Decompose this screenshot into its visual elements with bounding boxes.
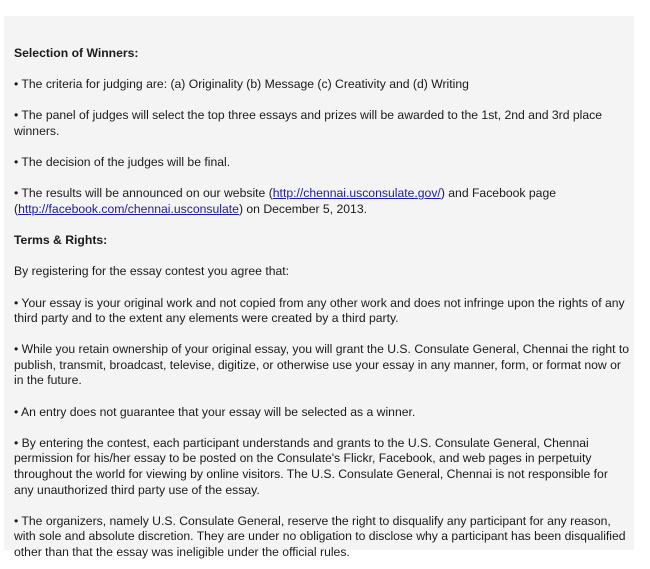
ownership-bullet: • While you retain ownership of your original essay, you will grant the U.S. Consulate General, Chennai the right to publish, transmit, broadcast, televise, digitize, or otherwise use your essay in any manner, form, or format now or in the future.	[14, 342, 630, 388]
results-bullet	[14, 186, 630, 217]
selection-heading: Selection of Winners:	[14, 46, 139, 60]
original-work-bullet: • Your essay is your original work and not copied from any other work and does not infringe upon the rights of any third party and to the extent any elements were created by a third party.	[14, 295, 625, 326]
terms-intro: By registering for the essay contest you agree that:	[14, 264, 290, 279]
no-guarantee-bullet: • An entry does not guarantee that your essay will be selected as a winner.	[14, 404, 416, 419]
permission-bullet: • By entering the contest, each participant understands and grants to the U.S. Consulate General, Chennai permission for his/her essay to be posted on the Consulate's Flickr, Facebook, and web pages in perpetuity throughout the world for viewing by online visitors. The U.S. Consulate General, Chennai is not responsible for any unauthorized third party use of the essay.	[14, 435, 608, 497]
terms-heading: Terms & Rights:	[14, 233, 108, 248]
website-link[interactable]: http://chennai.usconsulate.gov/	[272, 186, 441, 201]
criteria-bullet: • The criteria for judging are: (a) Originality (b) Message (c) Creativity and (d) Writing	[14, 77, 469, 92]
results-text-middle: ) and Facebook page (	[14, 186, 556, 216]
results-text-after: ) on December 5, 2013.	[238, 201, 367, 216]
disqualify-bullet: • The organizers, namely U.S. Consulate General, reserve the right to disqualify any participant for any reason, with sole and absolute discretion. They are under no obligation to disclose why a participant has been disqualified other than that the essay was ineligible under the official rules.	[14, 513, 626, 559]
panel-bullet: • The panel of judges will select the top three essays and prizes will be awarded to the 1st, 2nd and 3rd place winners.	[14, 108, 603, 138]
document-page	[4, 16, 634, 559]
facebook-link[interactable]: http://facebook.com/chennai.usconsulate	[18, 201, 239, 216]
results-text-before: • The results will be announced on our website (	[14, 186, 273, 201]
decision-bullet: • The decision of the judges will be final.	[14, 155, 231, 170]
